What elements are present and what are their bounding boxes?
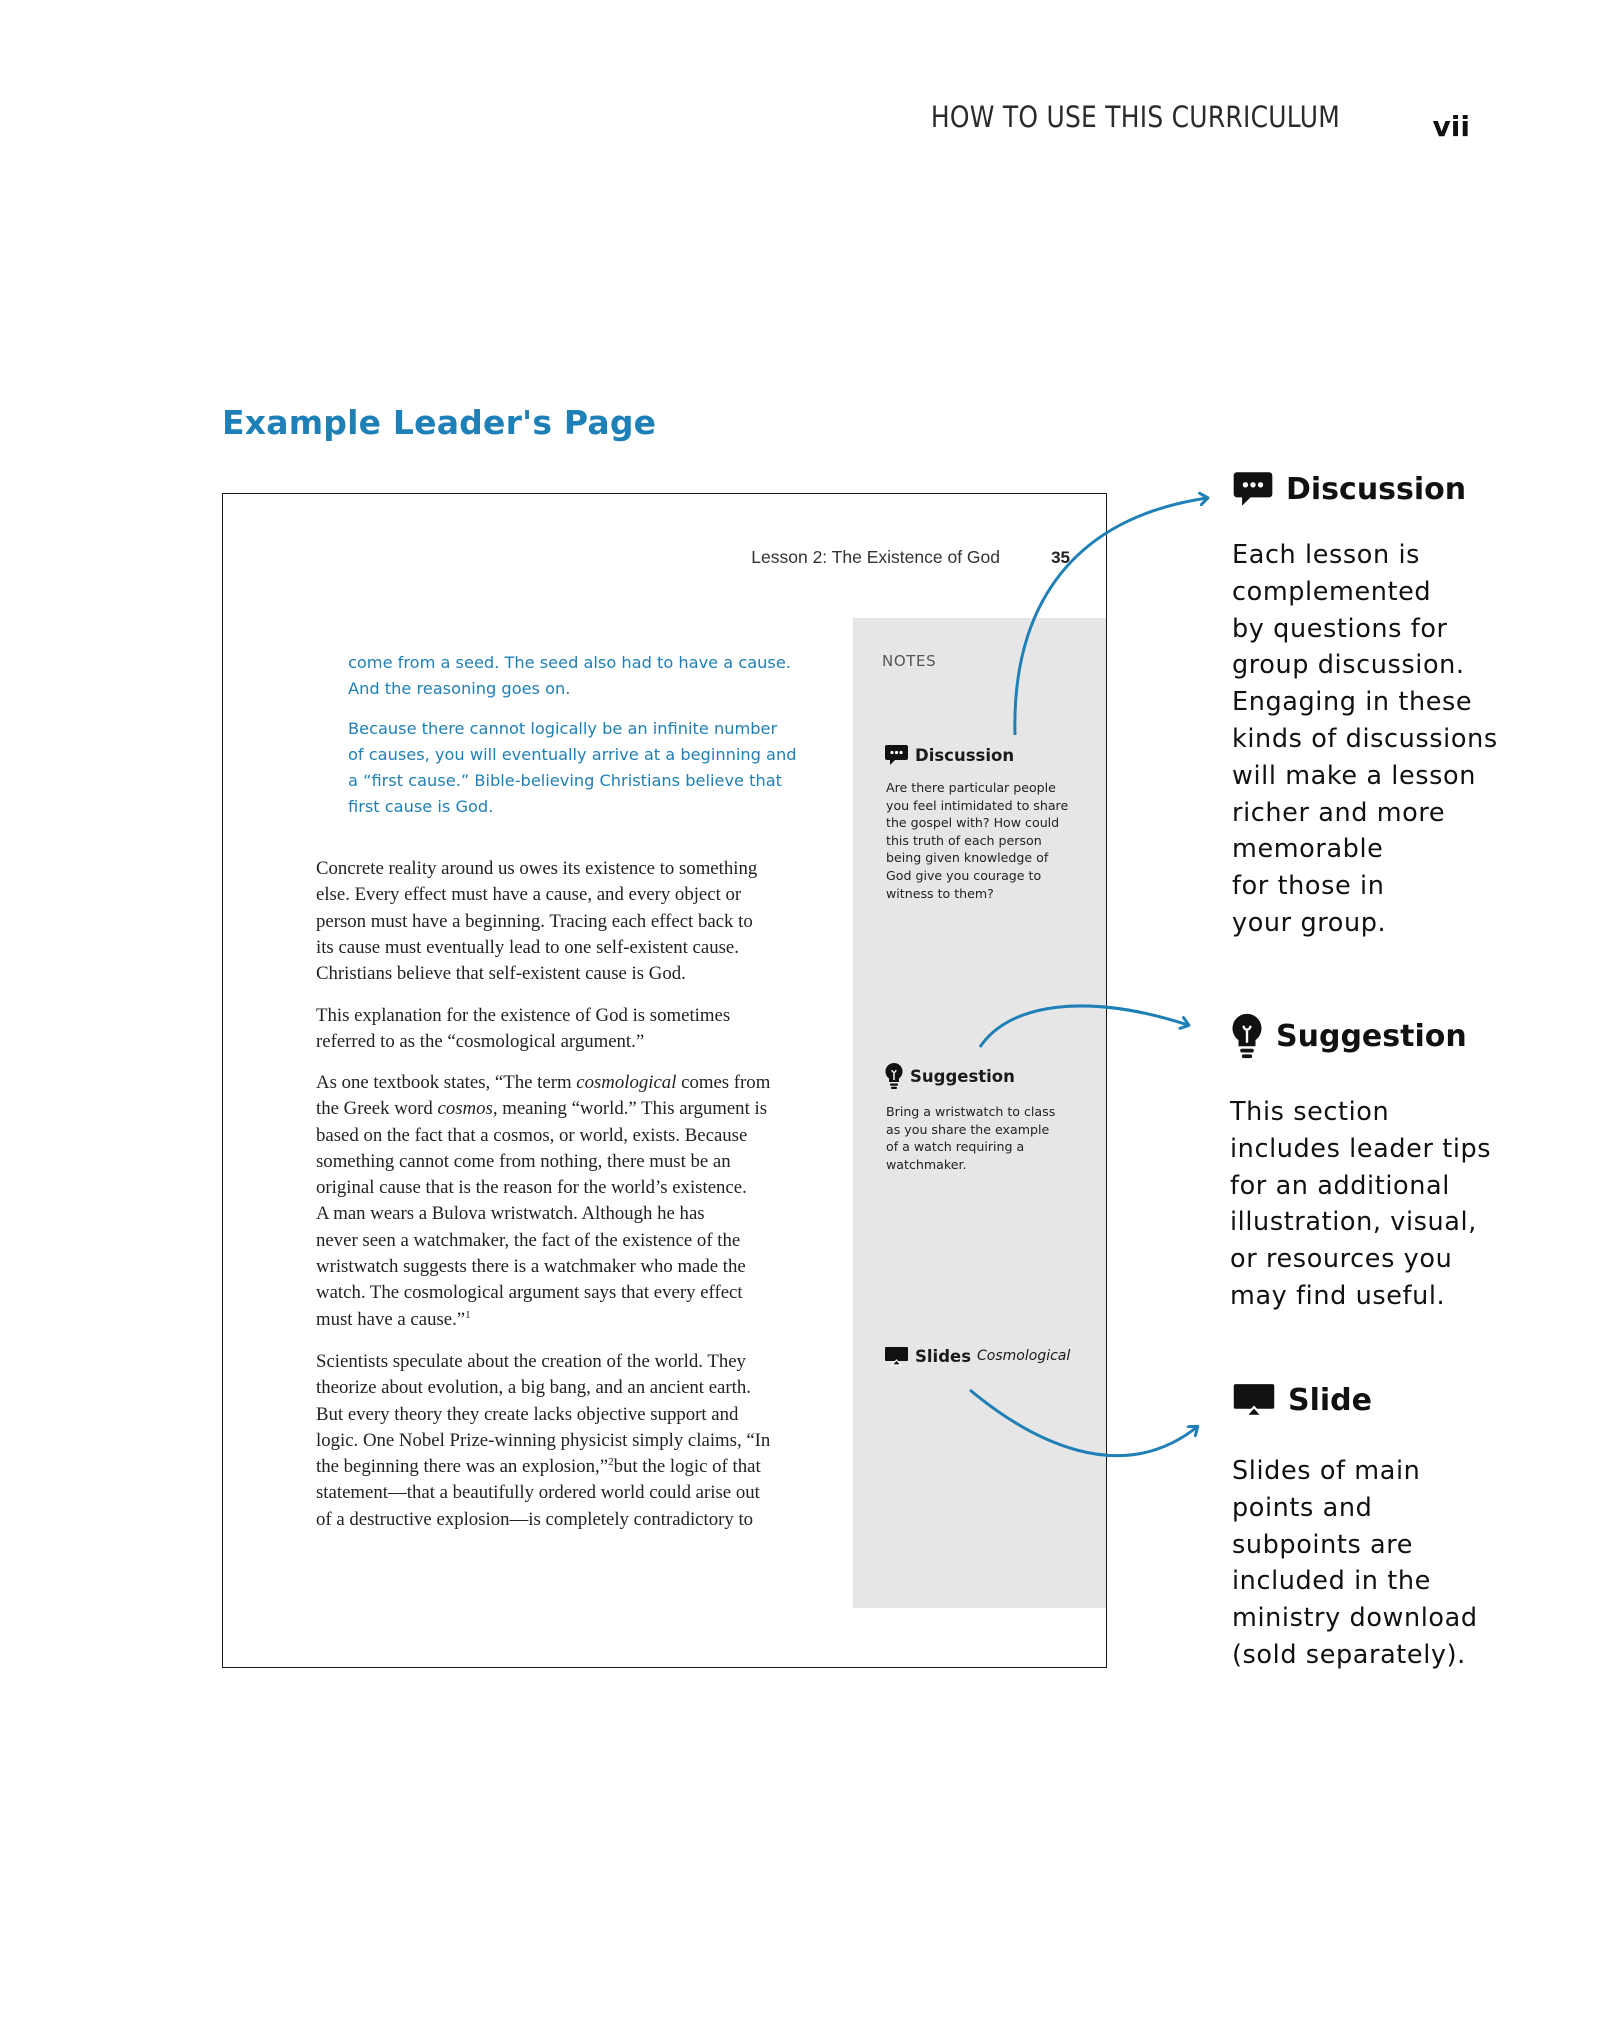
text-line: Christians believe that self-existent cause is God. — [316, 963, 686, 985]
text-line: never seen a watchmaker, the fact of the existence of the — [316, 1229, 741, 1251]
text-line: subpoints are — [1232, 1529, 1414, 1560]
text-line: witness to them? — [886, 885, 994, 901]
text-line: watchmaker. — [886, 1156, 967, 1172]
text-line: wristwatch suggests there is a watchmaker who made the — [316, 1256, 746, 1278]
text-line: for an additional — [1230, 1170, 1450, 1201]
text-line: Are there particular people — [886, 780, 1056, 795]
text-line: as you share the example — [886, 1121, 1050, 1137]
text-line: Bring a wristwatch to class — [886, 1104, 1056, 1119]
text-line: And the reasoning goes on. — [348, 679, 571, 698]
text-line: Each lesson is — [1232, 540, 1421, 570]
text-line: of a watch requiring a — [886, 1139, 1025, 1155]
lightbulb-icon — [1230, 1010, 1264, 1062]
lesson-page-number: 35 — [1051, 548, 1070, 567]
text-line: referred to as the “cosmological argument.” — [316, 1031, 645, 1053]
text-line: a “first cause.” Bible-believing Christians believe that — [348, 771, 782, 790]
text-line: of causes, you will eventually arrive at a beginning and — [348, 745, 797, 764]
text-line: of a destructive explosion—is completely contradictory to — [316, 1508, 754, 1530]
note-slides-title: Slides Cosmological — [884, 1346, 1070, 1366]
text-line: for those in — [1232, 871, 1385, 902]
text-line: kinds of discussions — [1232, 723, 1498, 754]
text-line: memorable — [1232, 834, 1384, 865]
lesson-header: Lesson 2: The Existence of God — [751, 547, 1000, 567]
text-line: original cause that is the reason for the world’s existence. — [316, 1177, 747, 1199]
text-line: statement—that a beautifully ordered world could arise out — [316, 1482, 760, 1504]
text-line: included in the — [1232, 1566, 1431, 1597]
text-line: its cause must eventually lead to one self-existent cause. — [316, 936, 739, 958]
text-line: God give you courage to — [886, 867, 1042, 883]
presentation-screen-icon — [1232, 1382, 1276, 1418]
text-line: Concrete reality around us owes its existence to something — [316, 858, 758, 879]
text-line: the gospel with? How could — [886, 815, 1060, 831]
callout-slide-text — [1232, 1453, 1502, 1674]
text-line: This section — [1230, 1097, 1390, 1127]
text-line: logic. One Nobel Prize-winning physicist simply claims, “In — [316, 1429, 771, 1451]
callout-suggestion-text — [1230, 1094, 1500, 1315]
text-line: illustration, visual, — [1230, 1207, 1477, 1238]
note-discussion-title: Discussion — [884, 744, 1014, 766]
text-line: Scientists speculate about the creation of the world. They — [316, 1351, 746, 1372]
text-line: This explanation for the existence of God is sometimes — [316, 1005, 731, 1026]
text-line: first cause is God. — [348, 797, 494, 816]
text-line: being given knowledge of — [886, 850, 1049, 866]
text-line: you feel intimidated to share — [886, 797, 1069, 813]
text-line: ministry download — [1232, 1603, 1478, 1634]
text-line: watch. The cosmological argument says that every effect — [316, 1282, 743, 1304]
text-line: includes leader tips — [1230, 1133, 1492, 1164]
text-line: theorize about evolution, a big bang, and an ancient earth. — [316, 1377, 751, 1399]
text-line: Slides of main — [1232, 1456, 1421, 1486]
text-line: your group. — [1232, 907, 1387, 938]
text-line: this truth of each person — [886, 832, 1042, 848]
text-line: As one textbook states, “The term cosmological comes from — [316, 1072, 771, 1093]
footnote-marker: 1 — [465, 1308, 471, 1321]
callout-slide-title: Slide — [1232, 1382, 1372, 1418]
text-line: may find useful. — [1230, 1280, 1446, 1311]
text-line: complemented — [1232, 576, 1432, 607]
text-line: something cannot come from nothing, there must be an — [316, 1150, 731, 1172]
text-line: or resources you — [1230, 1244, 1453, 1275]
slides-subtitle: Cosmological — [977, 1348, 1071, 1364]
text-line: Engaging in these — [1232, 687, 1473, 718]
text-line: points and — [1232, 1492, 1373, 1523]
text-line: Because there cannot logically be an infinite number — [348, 719, 778, 738]
callout-suggestion-title: Suggestion — [1230, 1010, 1467, 1062]
text-line: based on the fact that a cosmos, or world, exists. Because — [316, 1124, 748, 1146]
text-line: come from a seed. The seed also had to have a cause. — [348, 653, 791, 672]
speech-bubble-icon — [1232, 470, 1274, 508]
text-line: will make a lesson — [1232, 760, 1476, 791]
page-number: vii — [1432, 110, 1470, 143]
running-header-title: HOW TO USE THIS CURRICULUM — [930, 100, 1340, 134]
text-line: group discussion. — [1232, 650, 1465, 681]
text-line: richer and more — [1232, 797, 1446, 828]
text-line: must have a cause.”$^1$ — [316, 1308, 471, 1330]
discussion-arrow — [1015, 498, 1207, 735]
text-line: the beginning there was an explosion,”$^2$but the logic of that — [316, 1456, 761, 1478]
text-line: A man wears a Bulova wristwatch. Although he has — [316, 1203, 705, 1225]
text-line: (sold separately). — [1232, 1639, 1466, 1670]
callout-discussion-title: Discussion — [1232, 470, 1466, 508]
footnote-marker: 2 — [608, 1456, 614, 1469]
callout-discussion-text — [1232, 537, 1502, 942]
text-line: But every theory they create lacks objective support and — [316, 1403, 739, 1425]
text-line: by questions for — [1232, 613, 1448, 644]
text-line: the Greek word cosmos, meaning “world.” This argument is — [316, 1098, 768, 1120]
text-line: person must have a beginning. Tracing each effect back to — [316, 910, 753, 932]
slide-arrow — [970, 1390, 1197, 1456]
text-line: else. Every effect must have a cause, and every object or — [316, 884, 742, 906]
suggestion-arrow — [980, 1006, 1188, 1047]
section-title: Example Leader's Page — [222, 403, 657, 442]
notes-label: NOTES — [882, 652, 937, 670]
note-suggestion-title: Suggestion — [884, 1062, 1015, 1090]
